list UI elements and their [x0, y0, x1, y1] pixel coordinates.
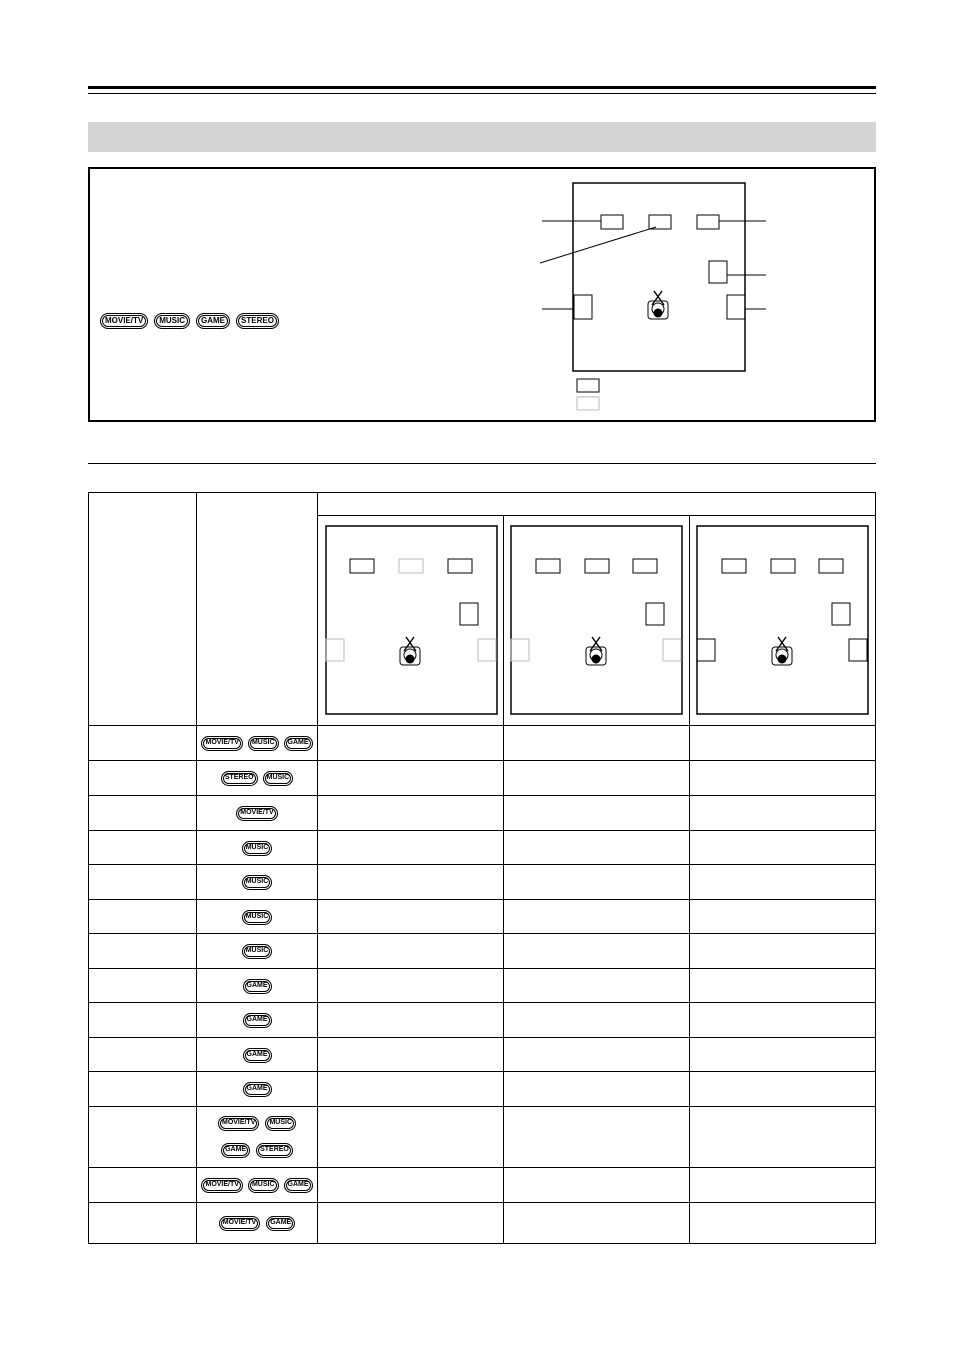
- movie-tv-button-icon: MOVIE/TV: [236, 806, 277, 821]
- game-button-icon: GAME: [243, 979, 272, 994]
- listening-mode-table: [88, 492, 876, 1244]
- table-row: [89, 1072, 875, 1106]
- music-button-icon: MUSIC: [263, 771, 294, 786]
- listener-icon: [648, 291, 668, 319]
- front-right-speaker-icon: [633, 559, 657, 573]
- surround-left-speaker-icon: [574, 295, 592, 319]
- stereo-button-icon: STEREO: [256, 1143, 293, 1158]
- music-button-icon: MUSIC: [265, 1116, 296, 1131]
- table-row: [89, 1107, 875, 1167]
- front-right-speaker-icon: [697, 215, 719, 229]
- speaker-config-diagram-3: [696, 525, 870, 717]
- header-rule-thin: [88, 93, 876, 94]
- music-button-icon: MUSIC: [242, 910, 273, 925]
- table-row: [89, 796, 875, 830]
- speaker-config-diagram-1: [325, 525, 499, 717]
- music-button-icon: MUSIC: [248, 736, 279, 751]
- surround-right-speaker-icon: [727, 295, 745, 319]
- speaker-layout-legend-diagram: [530, 179, 850, 414]
- speaker-legend-box: [88, 167, 876, 422]
- music-button-icon: MUSIC: [242, 944, 273, 959]
- section-heading-bar: [88, 122, 876, 152]
- movie-tv-button-icon: MOVIE/TV: [100, 313, 148, 329]
- center-speaker-icon: [649, 215, 671, 229]
- listener-icon: [400, 637, 420, 665]
- movie-tv-button-icon: MOVIE/TV: [201, 736, 242, 751]
- table-row: [89, 761, 875, 795]
- table-row: [89, 1038, 875, 1072]
- music-button-icon: MUSIC: [242, 841, 273, 856]
- active-speaker-legend-icon: [577, 379, 599, 392]
- music-button-icon: MUSIC: [248, 1178, 279, 1193]
- front-left-speaker-icon: [722, 559, 746, 573]
- table-row: [89, 831, 875, 865]
- game-button-icon: GAME: [243, 1013, 272, 1028]
- game-button-icon: GAME: [243, 1048, 272, 1063]
- speaker-config-diagram-2: [510, 525, 684, 717]
- subwoofer-icon: [832, 603, 850, 625]
- table-row: [89, 900, 875, 934]
- surround-right-speaker-off-icon: [663, 639, 681, 661]
- table-row: [89, 726, 875, 760]
- front-left-speaker-icon: [601, 215, 623, 229]
- music-button-icon: MUSIC: [154, 313, 190, 329]
- front-right-speaker-icon: [448, 559, 472, 573]
- stereo-button-icon: STEREO: [236, 313, 279, 329]
- table-row: [89, 865, 875, 899]
- game-button-icon: GAME: [196, 313, 230, 329]
- game-button-icon: GAME: [243, 1082, 272, 1097]
- subwoofer-icon: [709, 261, 727, 283]
- surround-left-speaker-icon: [697, 639, 715, 661]
- surround-right-speaker-off-icon: [478, 639, 496, 661]
- subwoofer-icon: [646, 603, 664, 625]
- section-separator: [88, 463, 876, 464]
- movie-tv-button-icon: MOVIE/TV: [218, 1116, 259, 1131]
- surround-left-speaker-off-icon: [511, 639, 529, 661]
- movie-tv-button-icon: MOVIE/TV: [219, 1216, 260, 1231]
- front-left-speaker-icon: [350, 559, 374, 573]
- table-row: [89, 969, 875, 1003]
- game-button-icon: GAME: [284, 1178, 313, 1193]
- game-button-icon: GAME: [266, 1216, 295, 1231]
- listener-icon: [586, 637, 606, 665]
- legend-mode-buttons: [100, 313, 279, 329]
- movie-tv-button-icon: MOVIE/TV: [201, 1178, 242, 1193]
- game-button-icon: GAME: [284, 736, 313, 751]
- center-speaker-off-icon: [399, 559, 423, 573]
- front-left-speaker-icon: [536, 559, 560, 573]
- table-row: [89, 1168, 875, 1202]
- game-button-icon: GAME: [221, 1143, 250, 1158]
- music-button-icon: MUSIC: [242, 875, 273, 890]
- surround-left-speaker-off-icon: [326, 639, 344, 661]
- room-outline: [573, 183, 745, 371]
- table-row: [89, 934, 875, 968]
- surround-right-speaker-icon: [849, 639, 867, 661]
- table-row: [89, 1203, 875, 1243]
- center-speaker-icon: [585, 559, 609, 573]
- header-rule-thick: [88, 86, 876, 89]
- front-right-speaker-icon: [819, 559, 843, 573]
- table-row: [89, 1003, 875, 1037]
- stereo-button-icon: STEREO: [221, 771, 258, 786]
- inactive-speaker-legend-icon: [577, 397, 599, 410]
- subwoofer-icon: [460, 603, 478, 625]
- center-speaker-icon: [771, 559, 795, 573]
- listener-icon: [772, 637, 792, 665]
